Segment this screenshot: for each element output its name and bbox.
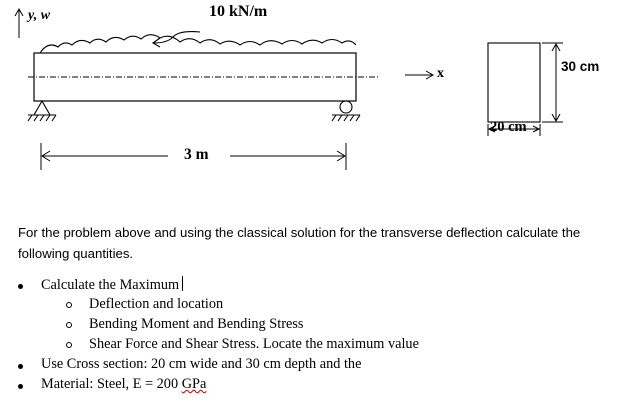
bullet-item-material [41, 376, 206, 393]
sub-bullet-circle [66, 342, 72, 348]
material-text: Material: Steel, E = 200 [41, 376, 182, 392]
bullet-item-cross-section: Use Cross section: 20 cm wide and 30 cm depth and the [41, 356, 362, 372]
bullet-item-maximum [41, 276, 183, 294]
width-label: 20 cm [490, 119, 527, 135]
sub-bullet-bending: Bending Moment and Bending Stress [89, 316, 304, 332]
load-label: 10 kN/m [209, 3, 268, 20]
distributed-load-squiggle [40, 35, 356, 53]
axis-label-y-w: y, w [28, 8, 51, 23]
problem-intro: For the problem above and using the classical solution for the transverse deflection calculate the following quantities. [18, 225, 581, 261]
text-cursor [182, 276, 183, 291]
bullet-text: Calculate the Maximum [41, 277, 180, 293]
sub-bullet-circle [66, 322, 72, 328]
roller-support [332, 101, 360, 121]
x-axis-label: x [437, 66, 444, 81]
height-dimension [542, 43, 563, 122]
height-label: 30 cm [561, 59, 600, 74]
y-axis-arrow [15, 9, 23, 38]
bullet-dot [18, 284, 23, 289]
sub-bullet-shear: Shear Force and Shear Stress. Locate the maximum value [89, 336, 419, 352]
span-label: 3 m [184, 146, 209, 163]
bullet-dot [18, 384, 23, 389]
material-unit: GPa [181, 376, 207, 392]
cross-section-rectangle [488, 43, 540, 122]
x-axis-arrow [405, 71, 433, 79]
pin-support [28, 101, 56, 121]
sub-bullet-circle [66, 302, 72, 308]
sub-bullet-deflection: Deflection and location [89, 296, 224, 312]
bullet-dot [18, 364, 23, 369]
